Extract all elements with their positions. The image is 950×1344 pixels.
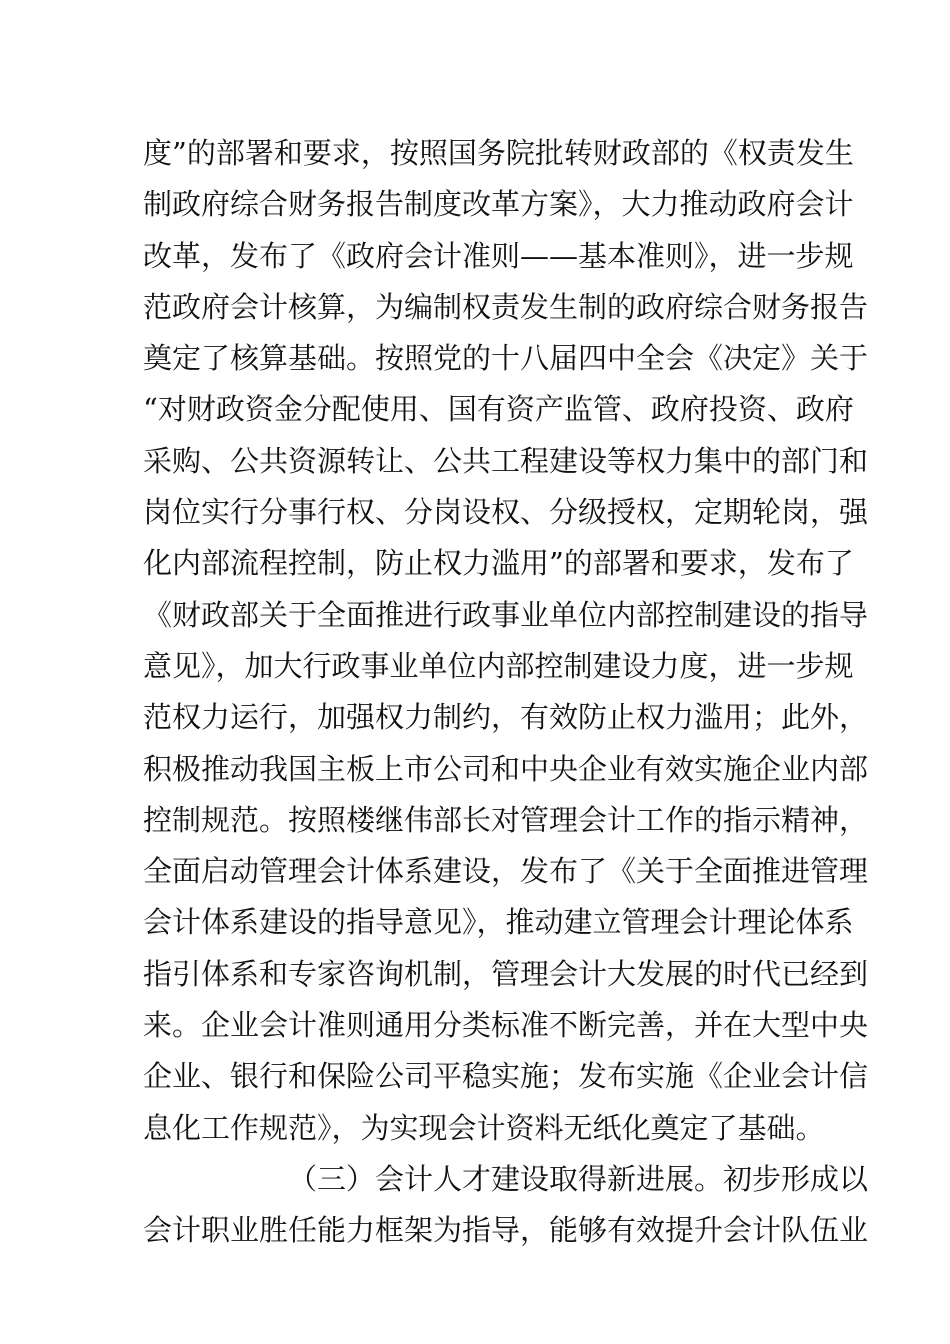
text-line: 来。企业会计准则通用分类标准不断完善，并在大型中央: [143, 1008, 869, 1043]
text-line: 岗位实行分事行权、分岗设权、分级授权，定期轮岗，强: [143, 495, 869, 530]
text-line: 制政府综合财务报告制度改革方案》，大力推动政府会计: [143, 187, 854, 222]
text-line: 改革，发布了《政府会计准则——基本准则》，进一步规: [143, 238, 854, 273]
text-line: 奠定了核算基础。按照党的十八届四中全会《决定》关于: [143, 341, 869, 376]
paragraph-end-line: 息化工作规范》，为实现会计资料无纸化奠定了基础。: [143, 1110, 825, 1145]
text-line: 控制规范。按照楼继伟部长对管理会计工作的指示精神，: [143, 802, 869, 837]
body-text: [143, 128, 869, 1257]
text-line: 意见》，加大行政事业单位内部控制建设力度，进一步规: [143, 648, 854, 683]
text-line: 会计体系建设的指导意见》，推动建立管理会计理论体系: [143, 905, 854, 940]
text-line: 范政府会计核算，为编制权责发生制的政府综合财务报告: [143, 289, 869, 324]
text-line: 指引体系和专家咨询机制，管理会计大发展的时代已经到: [143, 956, 869, 991]
text-line: 《财政部关于全面推进行政事业单位内部控制建设的指导: [143, 597, 869, 632]
text-line: 全面启动管理会计体系建设，发布了《关于全面推进管理: [143, 854, 869, 889]
text-line: 范权力运行，加强权力制约，有效防止权力滥用；此外，: [143, 700, 869, 735]
text-line: 积极推动我国主板上市公司和中央企业有效实施企业内部: [143, 751, 869, 786]
text-line: 度”的部署和要求，按照国务院批转财政部的《权责发生: [143, 136, 854, 170]
text-line: 企业、银行和保险公司平稳实施；发布实施《企业会计信: [143, 1059, 869, 1094]
text-line: 化内部流程控制，防止权力滥用”的部署和要求，发布了: [143, 546, 854, 581]
section-heading-line: （三）会计人才建设取得新进展。初步形成以: [288, 1161, 869, 1196]
text-line: 采购、公共资源转让、公共工程建设等权力集中的部门和: [143, 443, 869, 478]
text-line: “对财政资金分配使用、国有资产监管、政府投资、政府: [143, 392, 854, 427]
text-line: 会计职业胜任能力框架为指导，能够有效提升会计队伍业: [143, 1213, 869, 1248]
